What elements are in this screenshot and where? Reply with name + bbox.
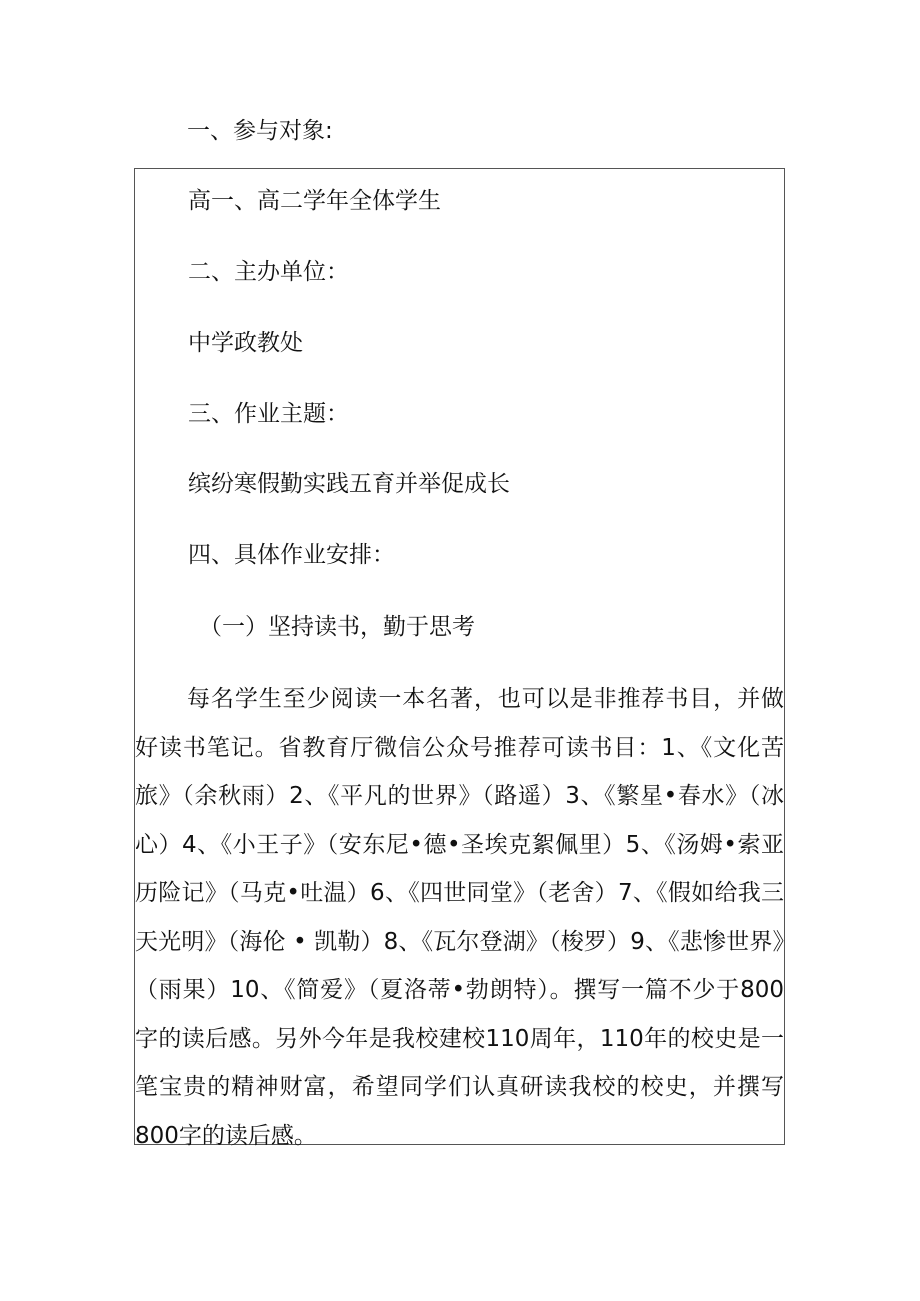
participants-value: 高一、高二学年全体学生 xyxy=(188,188,441,214)
reading-subheading: （一）坚持读书，勤于思考 xyxy=(199,614,475,640)
reading-paragraph xyxy=(135,675,786,1160)
organizer-value: 中学政教处 xyxy=(188,330,303,356)
organizer-heading: 二、主办单位： xyxy=(188,259,349,285)
content-table-cell xyxy=(134,168,785,1149)
arrangement-heading: 四、具体作业安排： xyxy=(188,542,395,568)
theme-heading: 三、作业主题： xyxy=(188,401,349,427)
participants-heading: 一、参与对象: xyxy=(187,118,333,144)
theme-value: 缤纷寒假勤实践五育并举促成长 xyxy=(188,471,510,497)
reading-paragraph-text: 每名学生至少阅读一本名著，也可以是非推荐书目，并做好读书笔记。省教育厅微信公众号推荐可读书目：1、《文化苦旅》（余秋雨）2、《平凡的世界》（路遥）3、《繁星•春水》（冰心）4、《小王子》（安东尼•德•圣埃克絮佩里）5、《汤姆•索亚历险记》（马克•吐温）6、《四世同堂》（老舍）7、《假如给我三天光明》（海伦 • 凯勒）8、《瓦尔登湖》（梭罗）9、《悲惨世界》（雨果）10、《简爱》（夏洛蒂•勃朗特）。撰写一篇不少于800字的读后感。另外今年是我校建校110周年，110年的校史是一笔宝贵的精神财富，希望同学们认真研读我校的校史，并撰写800字的读后感。 xyxy=(135,686,784,1149)
